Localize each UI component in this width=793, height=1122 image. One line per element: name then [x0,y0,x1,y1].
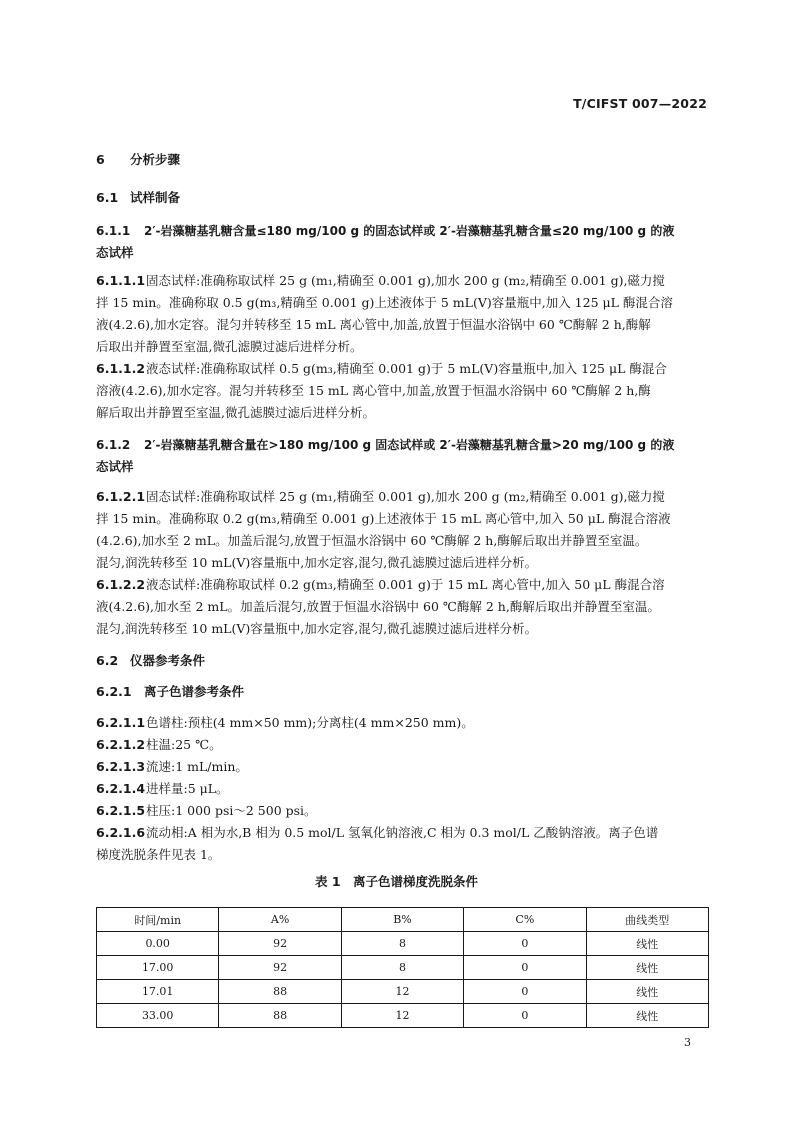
column-header: A% [219,908,341,932]
table-header-row [97,908,709,932]
table-cell: 线性 [586,980,708,1004]
table-cell: 线性 [586,956,708,980]
section-6-1-1-heading [96,220,710,243]
section-number: 6.2 [96,653,119,668]
section-6-1-2-heading [96,434,710,457]
section-6-2-heading [96,650,710,673]
para-6-1-2-2-line1: 6.1.2.2液态试样:准确称取试样 0.2 g(m₃,精确至 0.001 g)于 15 mL 离心管中,加入 50 μL 酶混合溶 [96,574,710,597]
section-title: 试样制备 [130,190,181,205]
table-cell: 92 [219,932,341,956]
para-6-1-2-2-line2: 液(4.2.6),加水至 2 mL。加盖后混匀,放置于恒温水浴锅中 60 ℃酶解 2 h,酶解后取出并静置至室温。 [96,599,660,614]
clause-number: 6.1.1.2 [96,361,146,376]
standard-number: T/CIFST 007—2022 [573,96,707,111]
table-cell: 33.00 [97,1004,219,1028]
table-cell: 12 [341,1004,463,1028]
para-6-1-1-1-line2: 拌 15 min。准确称取 0.5 g(m₃,精确至 0.001 g)上述液体于 5 mL(V)容量瓶中,加入 125 μL 酶混合溶 [96,295,673,310]
table-cell: 88 [219,1004,341,1028]
para-6-1-2-2-line3: 混匀,润洗转移至 10 mL(V)容量瓶中,加水定容,混匀,微孔滤膜过滤后进样分析。 [96,621,538,636]
section-number: 6.2.1 [96,684,132,699]
table-cell: 线性 [586,1004,708,1028]
section-6-1-heading [96,187,710,210]
para-6-1-1-2-line3: 解后取出并静置至室温,微孔滤膜过滤后进样分析。 [96,405,375,420]
table-row [97,956,709,980]
para-6-1-2-1-line4: 混匀,润洗转移至 10 mL(V)容量瓶中,加水定容,混匀,微孔滤膜过滤后进样分析。 [96,555,538,570]
section-title-line1: 2′-岩藻糖基乳糖含量在>180 mg/100 g 固态试样或 2′-岩藻糖基乳糖含量>20 mg/100 g 的液 [144,438,675,452]
section-6-heading [96,149,710,172]
condition-item-cont: 梯度洗脱条件见表 1。 [96,847,221,862]
section-title: 离子色谱参考条件 [144,684,245,699]
table-title: 表 1 离子色谱梯度洗脱条件 [314,874,479,889]
condition-item: 6.2.1.6流动相:A 相为水,B 相为 0.5 mol/L 氢氧化钠溶液,C 相为 0.3 mol/L 乙酸钠溶液。离子色谱 [96,822,710,845]
section-title: 仪器参考条件 [130,653,206,668]
table-cell: 线性 [586,932,708,956]
condition-item: 6.2.1.4进样量:5 μL。 [96,778,710,801]
section-6-1-2-heading-cont: 态试样 [96,459,134,474]
section-number: 6.1.2 [96,438,131,452]
table-cell: 17.00 [97,956,219,980]
para-6-1-1-2-line2: 溶液(4.2.6),加水定容。混匀并转移至 15 mL 离心管中,加盖,放置于恒温水浴锅中 60 ℃酶解 2 h,酶 [96,383,651,398]
table-cell: 17.01 [97,980,219,1004]
gradient-table [96,907,709,1028]
table-cell: 0 [464,980,586,1004]
para-6-1-2-1-line2: 拌 15 min。准确称取 0.2 g(m₃,精确至 0.001 g)上述液体于 15 mL 离心管中,加入 50 μL 酶混合溶液 [96,511,671,526]
table-cell: 88 [219,980,341,1004]
condition-item: 6.2.1.5柱压:1 000 psi～2 500 psi。 [96,800,710,823]
table-cell: 0.00 [97,932,219,956]
clause-number: 6.2.1.2 [96,737,146,752]
table-cell: 0 [464,1004,586,1028]
section-title-line1: 2′-岩藻糖基乳糖含量≤180 mg/100 g 的固态试样或 2′-岩藻糖基乳糖含量≤20 mg/100 g 的液 [144,224,675,238]
table-cell: 8 [341,932,463,956]
section-title: 分析步骤 [130,152,181,167]
condition-item: 6.2.1.3流速:1 mL/min。 [96,756,710,779]
para-6-1-1-1-line4: 后取出并静置至室温,微孔滤膜过滤后进样分析。 [96,339,363,354]
para-6-1-2-1-line3: (4.2.6),加水至 2 mL。加盖后混匀,放置于恒温水浴锅中 60 ℃酶解 2 h,酶解后取出并静置至室温。 [96,533,648,548]
condition-item: 6.2.1.2柱温:25 ℃。 [96,734,710,757]
column-header: 曲线类型 [586,908,708,932]
table-cell: 8 [341,956,463,980]
section-number: 6.1 [96,190,119,205]
clause-number: 6.2.1.5 [96,803,146,818]
clause-number: 6.2.1.4 [96,781,146,796]
page-number: 3 [684,1036,691,1049]
column-header: C% [464,908,586,932]
column-header: B% [341,908,463,932]
table-cell: 0 [464,932,586,956]
para-6-1-1-1-line1: 6.1.1.1固态试样:准确称取试样 25 g (m₁,精确至 0.001 g),加水 200 g (m₂,精确至 0.001 g),磁力搅 [96,270,710,293]
condition-item: 6.2.1.1色谱柱:预柱(4 mm×50 mm);分离柱(4 mm×250 mm)。 [96,712,710,735]
para-6-1-2-1-line1: 6.1.2.1固态试样:准确称取试样 25 g (m₁,精确至 0.001 g),加水 200 g (m₂,精确至 0.001 g),磁力搅 [96,486,710,509]
section-6-1-1-heading-cont: 态试样 [96,245,134,260]
clause-number: 6.2.1.6 [96,825,146,840]
table-row [97,980,709,1004]
table-cell: 92 [219,956,341,980]
table-row [97,1004,709,1028]
para-6-1-1-2-line1: 6.1.1.2液态试样:准确称取试样 0.5 g(m₃,精确至 0.001 g)于 5 mL(V)容量瓶中,加入 125 μL 酶混合 [96,358,710,381]
column-header: 时间/min [97,908,219,932]
clause-number: 6.1.2.2 [96,577,146,592]
clause-number: 6.2.1.3 [96,759,146,774]
para-6-1-1-1-line3: 液(4.2.6),加水定容。混匀并转移至 15 mL 离心管中,加盖,放置于恒温水浴锅中 60 ℃酶解 2 h,酶解 [96,317,651,332]
clause-number: 6.1.1.1 [96,273,146,288]
section-number: 6.1.1 [96,224,131,238]
clause-number: 6.1.2.1 [96,489,146,504]
table-cell: 12 [341,980,463,1004]
table-row [97,932,709,956]
clause-number: 6.2.1.1 [96,715,146,730]
section-6-2-1-heading [96,681,710,704]
table-cell: 0 [464,956,586,980]
section-number: 6 [96,152,105,167]
